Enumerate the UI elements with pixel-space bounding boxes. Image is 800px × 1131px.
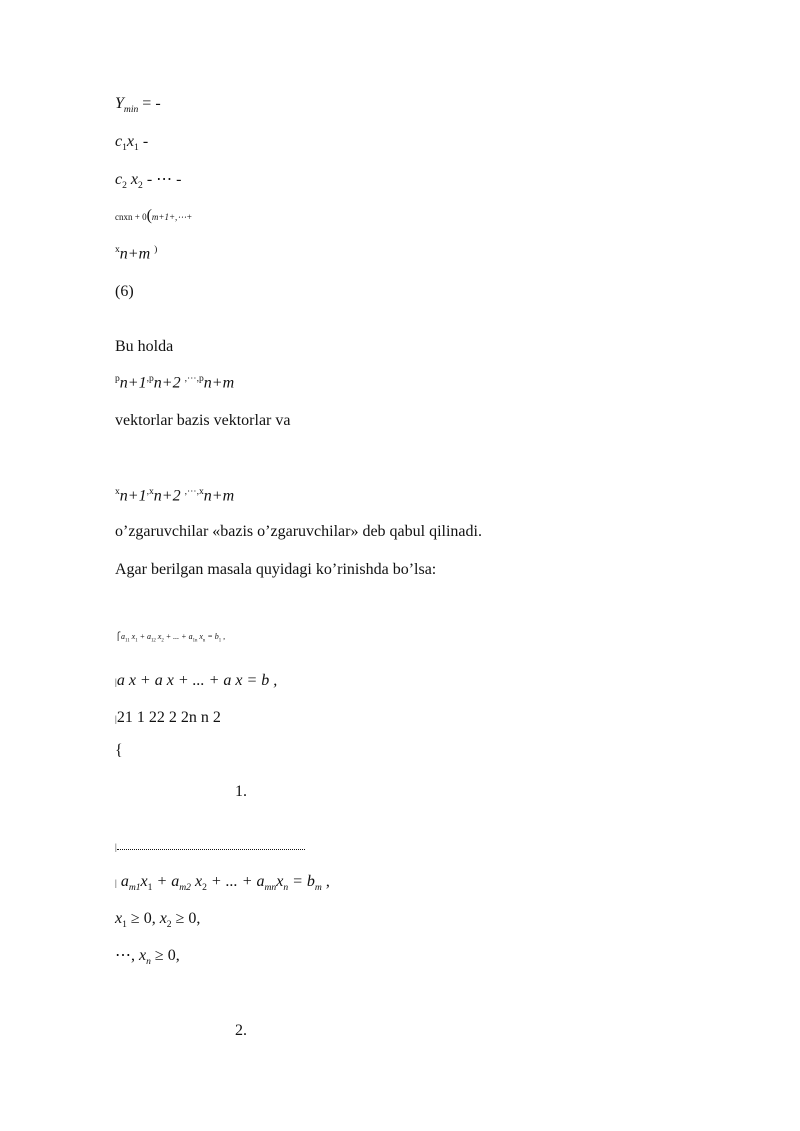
nonnegativity-line-1: $x_1 \ge 0$, $x_2 \ge 0$, (115, 910, 201, 931)
minus-sign: - (142, 133, 149, 150)
x-superscript: x (115, 244, 120, 255)
system-row-1: $⎧a_{11}$ $x_1 + a_{12}$ $x_2$ + ... + $a_{1n}$ $x_n = b_1$ , (115, 632, 226, 644)
paragraph-vektorlar: vektorlar bazis vektorlar va (115, 412, 291, 429)
c-symbol: c (115, 171, 123, 188)
system-ellipsis-row: | (115, 838, 305, 854)
dotted-leader (117, 839, 305, 850)
x-sub: 1 (134, 142, 139, 154)
x-sub: 2 (138, 180, 143, 192)
equals-minus: = - (142, 95, 161, 112)
c-sub: 1 (122, 142, 127, 154)
x-symbol: x (130, 171, 139, 188)
objective-line-3 (115, 172, 181, 191)
system-row-2: |a x + a x + ... + a x = b , (115, 672, 278, 689)
x-symbol: x (126, 133, 135, 150)
objective-line-5 (115, 245, 157, 262)
paragraph-bu-holda: Bu holda (115, 338, 174, 355)
equation-number-1: 1. (235, 783, 247, 800)
m-terms: m+1+,⋯+ (151, 212, 193, 222)
objective-line-4 (115, 208, 192, 224)
c-symbol: c (115, 133, 123, 150)
system-row-2-indices: |21 1 22 2 2n n 2 (115, 709, 221, 726)
basis-vectors-line: $^pn+1^{,p}n+2$ $^{,\cdots,p}$n+m (115, 373, 235, 392)
equation-number-2: 2. (235, 1022, 247, 1039)
y-symbol: Y (115, 95, 124, 112)
equation-number-6: (6) (115, 283, 134, 300)
c-sub: 2 (122, 180, 127, 192)
paragraph-agar: Agar berilgan masala quyidagi ko’rinishda bo’lsa: (115, 561, 437, 578)
system-brace: { (115, 742, 123, 759)
objective-line-1 (115, 96, 161, 115)
paragraph-ozgaruvchilar: o’zgaruvchilar «bazis o’zgaruvchilar» deb qabul qilinadi. (115, 523, 482, 540)
nonnegativity-line-2: ⋯, $x_n \ge 0$, (115, 947, 180, 968)
n-plus-m: n+m (119, 245, 151, 263)
paren-close: ) (154, 244, 158, 255)
objective-line-2 (115, 134, 148, 153)
paren-open: ( (146, 207, 152, 224)
cnxn-term: cnxn + 0 (115, 212, 147, 222)
basis-variables-line: $^xn+1^{,x}n+2$ $^{,\cdots,x}$n+m (115, 486, 235, 505)
system-row-m: | $a_{m1}x_1 + a_{m2}$ $x_2$ + ... + $a_{mn}x_n = b_m$ , (115, 873, 330, 894)
ellipsis-minus: - ⋯ - (146, 171, 182, 188)
y-subscript: min (123, 104, 139, 116)
